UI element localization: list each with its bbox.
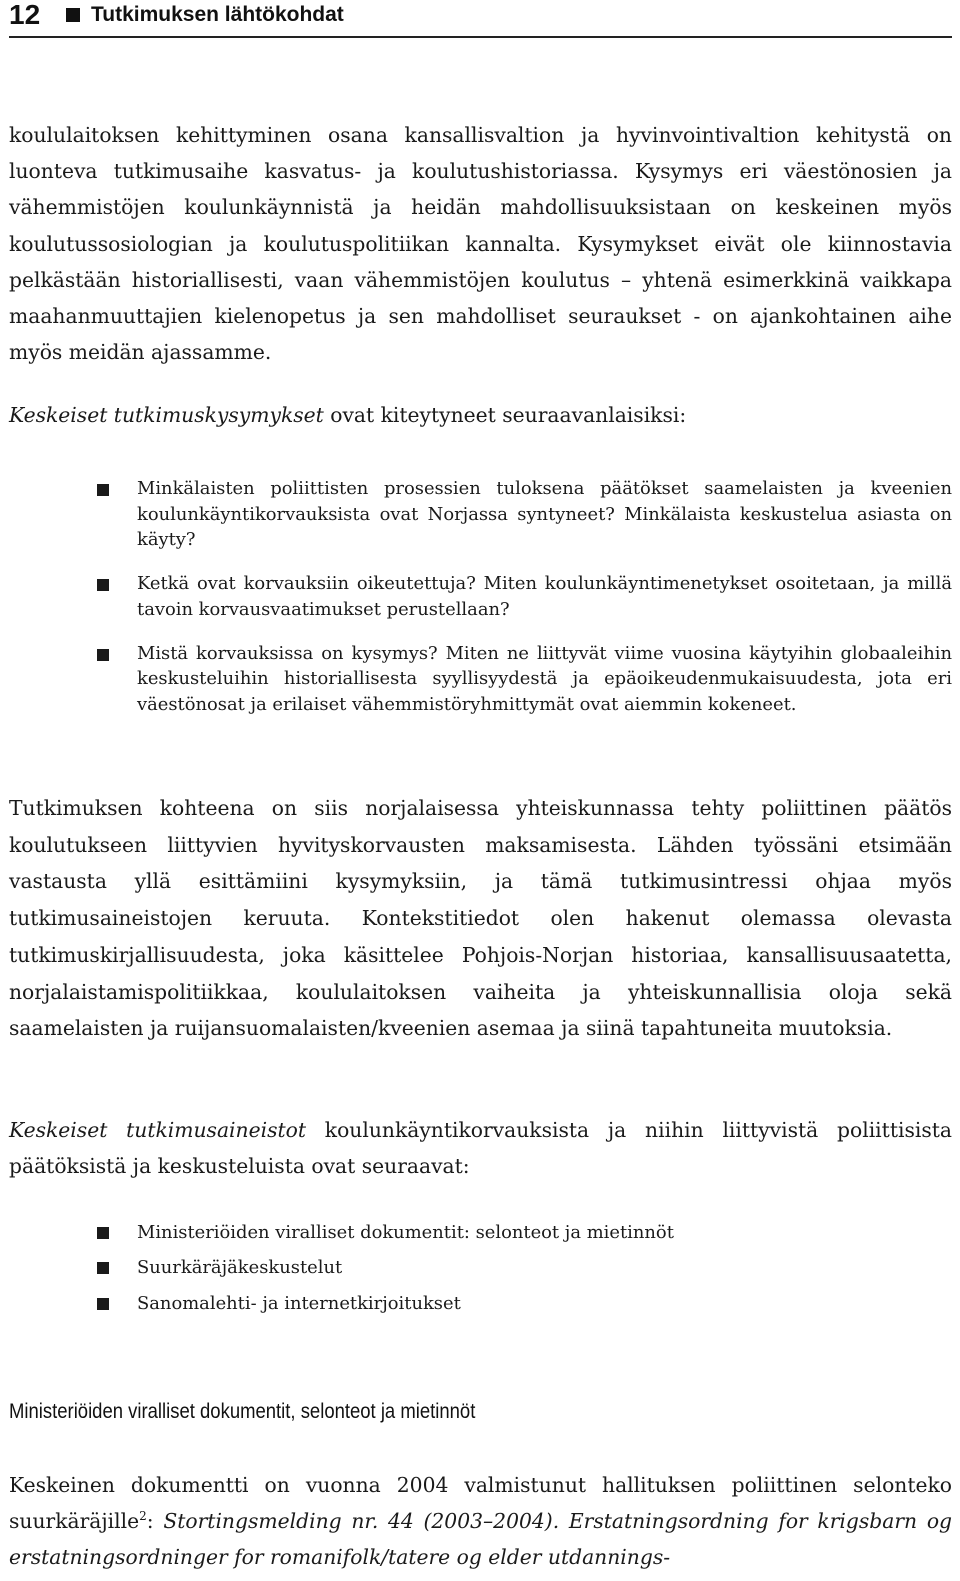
study-object-paragraph: Tutkimuksen kohteena on siis norjalaisessa yhteiskunnassa tehty poliittinen päätös koulutukseen liittyvien hyvityskorvausten maksamisesta. Lähden työssäni etsimään vastausta yllä esittämiini kysymyksiin, ja tämä tutkimusintressi ohjaa myös tutkimusaineistojen keruuta. Kontekstitiedot olen hakenut olemassa olevasta tutkimuskirjallisuudesta, joka käsittelee Pohjois-Norjan historiaa, kansallisuusaatetta, norjalaistamispolitiikkaa, koululaitoksen vaiheita ja yhteiskunnallisia oloja sekä saamelaisten ja ruijansuomalaisten/kveenien asemaa ja siinä tapahtuneita muutoksia. — [9, 796, 952, 1041]
research-question-item: Mistä korvauksissa on kysymys? Miten ne liittyvät viime vuosina käytyihin globaaleihin keskusteluihin historiallisesta syyllisyydestä ja epäoikeudenmukaisuudesta, jota eri väestönosat ja erilaiset vähemmistöryhmittymät ovat aiemmin kokeneet. — [97, 641, 952, 718]
section-subheading: Ministeriöiden viralliset dokumentit, selonteot ja mietinnöt — [9, 1400, 476, 1423]
research-material-item: Suurkäräjäkeskustelut — [97, 1254, 952, 1281]
research-material-item: Sanomalehti- ja internetkirjoitukset — [97, 1290, 952, 1317]
page-header — [9, 0, 952, 38]
research-question-item: Minkälaisten poliittisten prosessien tuloksena päätökset saamelaisten ja kveenien koulunkäyntikorvauksista ovat Norjassa syntyneet? Minkälaista keskustelua asiasta on käyty? — [97, 476, 952, 553]
research-material-item: Ministeriöiden viralliset dokumentit: selonteot ja mietinnöt — [97, 1219, 952, 1246]
square-bullet-icon — [66, 8, 80, 22]
research-questions-term: Keskeiset tutkimuskysymykset — [9, 403, 324, 427]
research-questions-intro-rest: ovat kiteytyneet seuraavanlaisiksi: — [323, 403, 687, 427]
research-question-item: Ketkä ovat korvauksiin oikeutettuja? Miten koulunkäyntimenetykset osoitetaan, ja millä tavoin korvausvaatimukset perustellaan? — [97, 571, 952, 622]
intro-paragraph: koululaitoksen kehittyminen osana kansallisvaltion ja hyvinvointivaltion kehitystä on luonteva tutkimusaihe kasvatus- ja koulutushistoriassa. Kysymys eri väestönosien ja vähemmistöjen koulunkäynnistä ja heidän mahdollisuuksistaan on keskeinen myös koulutussosiologian ja koulutuspolitiikan kannalta. Kysymykset eivät ole kiinnostavia pelkästään historiallisesti, vaan vähemmistöjen koulutus – yhtenä esimerkkinä vaikkapa maahanmuuttajien kielenopetus ja sen mahdolliset seuraukset - on ajankohtainen aihe myös meidän ajassamme. — [9, 123, 952, 365]
research-materials-intro — [9, 1112, 952, 1184]
key-document-colon: : — [146, 1509, 164, 1533]
key-document-paragraph — [9, 1467, 952, 1575]
research-questions-list — [97, 476, 952, 736]
header-rule — [9, 36, 952, 38]
running-head-title: Tutkimuksen lähtökohdat — [91, 3, 344, 26]
key-document-title: Stortingsmelding nr. 44 (2003–2004). Erstatningsordning for krigsbarn og erstatningsordninger for romanifolk/tatere og elder utdannings- — [9, 1509, 953, 1569]
research-materials-intro-rest: koulunkäyntikorvauksista ja niihin liittyvistä poliittisista päätöksistä ja keskusteluista ovat seuraavat: — [9, 1118, 952, 1178]
research-questions-intro — [9, 403, 952, 427]
key-document-text: Keskeinen dokumentti on vuonna 2004 valmistunut hallituksen poliittinen selonteko suurkäräjille — [9, 1473, 952, 1533]
research-materials-term: Keskeiset tutkimusaineistot — [9, 1118, 307, 1142]
footnote-marker: 2 — [139, 1509, 147, 1524]
page-number: 12 — [9, 0, 41, 30]
research-materials-list — [97, 1219, 952, 1325]
